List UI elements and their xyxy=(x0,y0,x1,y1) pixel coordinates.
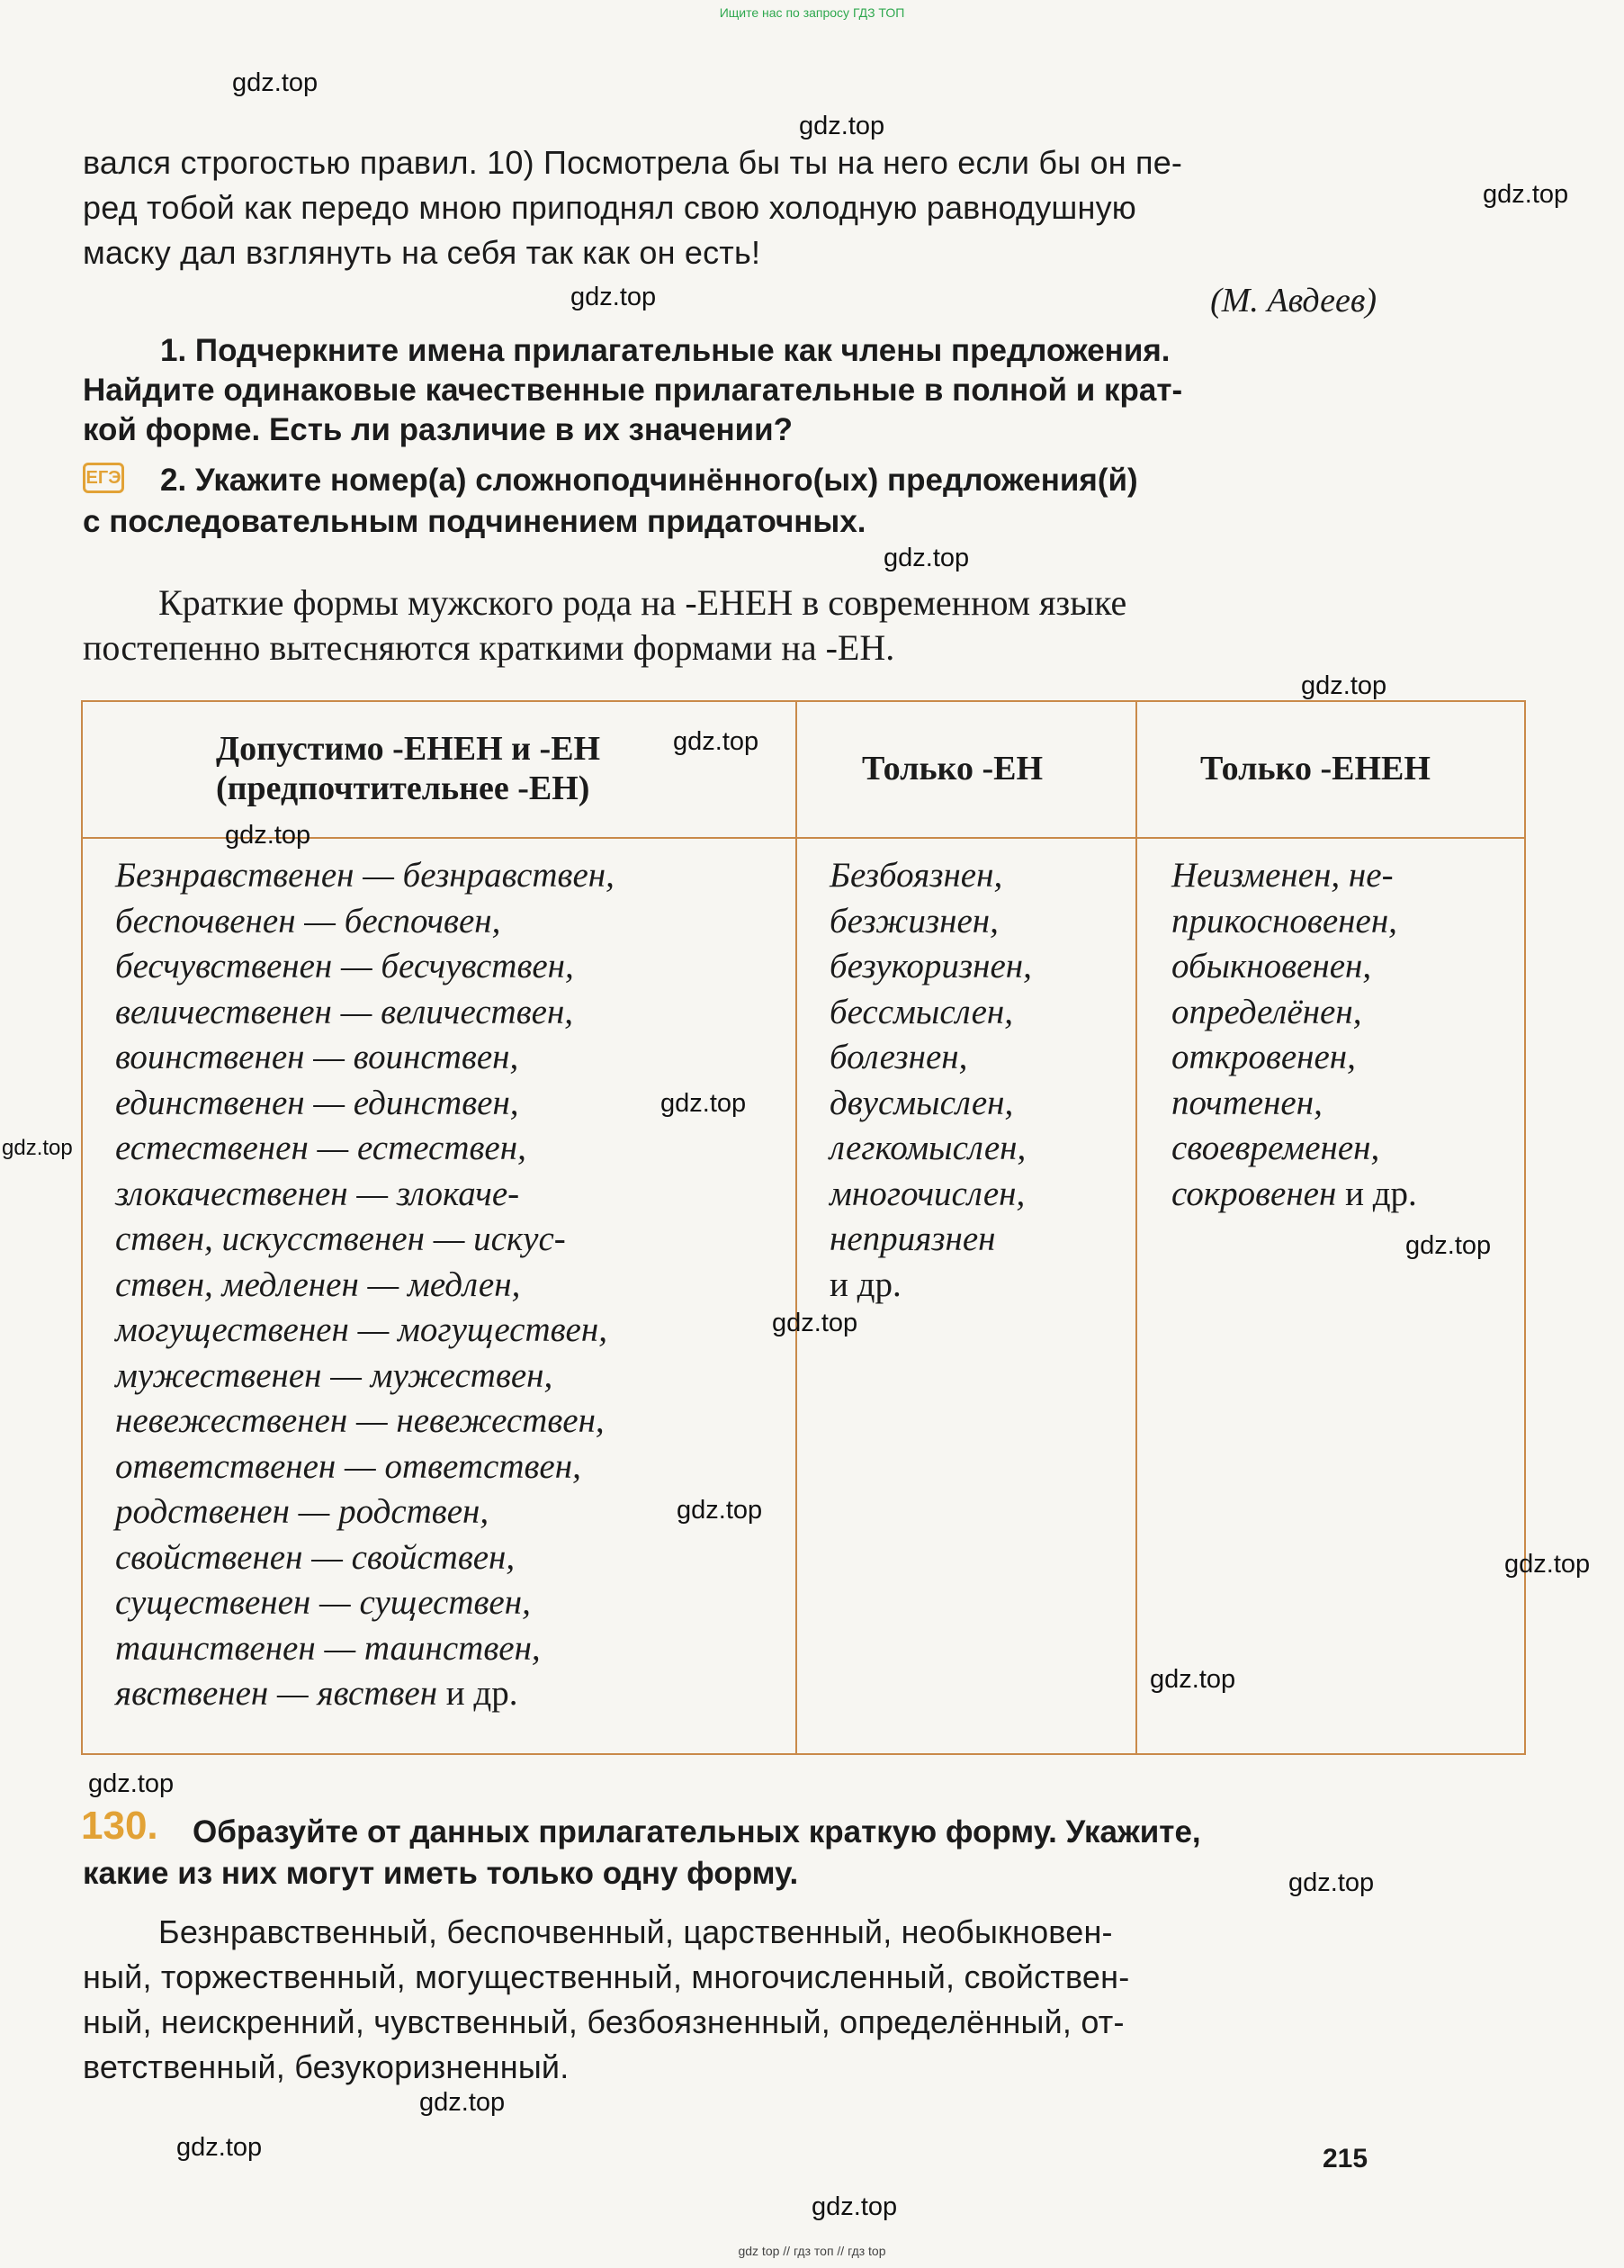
watermark: gdz.top xyxy=(232,68,319,97)
list-item: обыкновенен, xyxy=(1171,947,1372,986)
watermark: gdz.top xyxy=(1288,1868,1375,1897)
list-item: воинственен — воинствен, xyxy=(115,1038,519,1076)
list-item: могущественен — могуществен, xyxy=(115,1310,607,1349)
task1-line: кой форме. Есть ли различие в их значении? xyxy=(83,412,794,447)
exercise-task-line: какие из них могут иметь только одну форму. xyxy=(83,1856,799,1891)
task2-line: 2. Укажите номер(а) сложноподчинённого(ых) предложения(й) xyxy=(160,463,1138,498)
exercise-text-line: ный, торжественный, могущественный, многочисленный, свойствен- xyxy=(83,1958,1130,1995)
page-number: 215 xyxy=(1323,2144,1368,2174)
watermark: gdz.top xyxy=(677,1496,763,1525)
list-item: бессмыслен, xyxy=(830,992,1014,1031)
list-item: почтенен, xyxy=(1171,1083,1323,1122)
watermark: gdz.top xyxy=(88,1769,175,1798)
list-item: своевременен, xyxy=(1171,1129,1380,1167)
table-divider xyxy=(795,702,797,1753)
text-line: маску дал взглянуть на себя так как он есть! xyxy=(83,234,761,271)
list-item: естественен — естествен, xyxy=(115,1129,526,1167)
list-tail: и др. xyxy=(830,1264,902,1304)
list-item: безукоризнен, xyxy=(830,947,1032,986)
header-col2: Только -ЕН xyxy=(862,750,1044,788)
watermark: gdz.top xyxy=(2,1136,73,1160)
list-item: двусмыслен, xyxy=(830,1083,1014,1122)
text-line: ред тобой как передо мною приподнял свою холодную равнодушную xyxy=(83,189,1136,226)
list-item: беспочвенен — беспочвен, xyxy=(115,901,501,940)
list-tail: и др. xyxy=(437,1674,518,1713)
col2-list xyxy=(830,853,1032,1308)
watermark: gdz.top xyxy=(772,1309,858,1337)
list-item: Безбоязнен, xyxy=(830,856,1003,895)
list-item: явственен — явствен и др. xyxy=(115,1674,518,1713)
list-item: Неизменен, не- xyxy=(1171,856,1394,895)
list-item: мужественен — мужествен, xyxy=(115,1355,553,1395)
watermark: gdz.top xyxy=(673,727,759,756)
rule-line: Краткие формы мужского рода на -ЕНЕН в современном языке xyxy=(158,582,1127,623)
watermark: gdz.top xyxy=(570,283,657,311)
header-col1: Допустимо -ЕНЕН и -ЕН (предпочтительнее -ЕН) xyxy=(216,730,601,807)
task1-line: 1. Подчеркните имена прилагательные как члены предложения. xyxy=(160,333,1171,368)
exercise-task-line: Образуйте от данных прилагательных краткую форму. Укажите, xyxy=(193,1814,1201,1850)
list-item: единственен — единствен, xyxy=(115,1083,519,1122)
list-item: безжизнен, xyxy=(830,901,999,940)
list-item: ответственен — ответствен, xyxy=(115,1446,581,1486)
author: (М. Авдеев) xyxy=(1210,282,1377,320)
table-divider xyxy=(1135,702,1137,1753)
list-item: легкомыслен, xyxy=(830,1129,1027,1167)
list-item: злокачественен — злокаче- xyxy=(115,1174,520,1213)
list-item: ствен, искусственен — искус- xyxy=(115,1220,566,1258)
list-item: ствен, медленен — медлен, xyxy=(115,1264,521,1304)
exercise-text-line: Безнравственный, беспочвенный, царственный, необыкновен- xyxy=(158,1913,1113,1950)
bottom-banner: gdz top // гдз топ // гдз top xyxy=(738,2244,886,2258)
list-item: невежественен — невежествен, xyxy=(115,1401,605,1440)
exercise-text-line: ный, неискренний, чувственный, безбоязненный, определённый, от- xyxy=(83,2003,1125,2040)
list-item: неприязнен xyxy=(830,1220,996,1258)
list-item: сокровенен и др. xyxy=(1171,1174,1417,1213)
watermark: gdz.top xyxy=(1504,1550,1591,1579)
list-item: бесчувственен — бесчувствен, xyxy=(115,947,574,986)
watermark: gdz.top xyxy=(812,2192,898,2221)
list-item: таинственен — таинствен, xyxy=(115,1628,541,1668)
list-item: существенен — существен, xyxy=(115,1583,531,1622)
rule-line: постепенно вытесняются краткими формами на -ЕН. xyxy=(83,627,895,668)
watermark: gdz.top xyxy=(419,2088,506,2117)
exercise-number: 130. xyxy=(81,1804,158,1848)
list-item: Безнравственен — безнравствен, xyxy=(115,856,615,895)
list-item: определёнен, xyxy=(1171,992,1362,1031)
ege-icon: ЕГЭ xyxy=(83,463,124,493)
col1-list xyxy=(115,853,615,1717)
list-item: родственен — родствен, xyxy=(115,1492,489,1531)
rules-table xyxy=(81,700,1526,1755)
watermark: gdz.top xyxy=(799,112,885,140)
watermark: gdz.top xyxy=(660,1089,747,1118)
watermark: gdz.top xyxy=(884,544,970,572)
watermark: gdz.top xyxy=(1483,180,1569,209)
header-col3: Только -ЕНЕН xyxy=(1200,750,1431,788)
top-banner: Ищите нас по запросу ГДЗ ТОП xyxy=(719,5,905,20)
exercise-text-line: ветственный, безукоризненный. xyxy=(83,2048,570,2085)
watermark: gdz.top xyxy=(225,821,311,850)
list-item: свойственен — свойствен, xyxy=(115,1537,516,1577)
task2-line: с последовательным подчинением придаточных. xyxy=(83,504,866,539)
watermark: gdz.top xyxy=(1301,671,1387,700)
list-item: откровенен, xyxy=(1171,1038,1356,1076)
text-line: вался строгостью правил. 10) Посмотрела бы ты на него если бы он пе- xyxy=(83,144,1183,181)
list-item: прикосновенен, xyxy=(1171,901,1397,940)
task1-line: Найдите одинаковые качественные прилагательные в полной и крат- xyxy=(83,373,1183,408)
watermark: gdz.top xyxy=(1150,1665,1236,1694)
list-item: многочислен, xyxy=(830,1174,1026,1213)
watermark: gdz.top xyxy=(1405,1231,1492,1260)
list-item: болезнен, xyxy=(830,1038,968,1076)
list-tail: и др. xyxy=(1336,1174,1417,1213)
watermark: gdz.top xyxy=(176,2133,263,2162)
col3-list xyxy=(1171,853,1417,1217)
list-item: величественен — величествен, xyxy=(115,992,574,1031)
